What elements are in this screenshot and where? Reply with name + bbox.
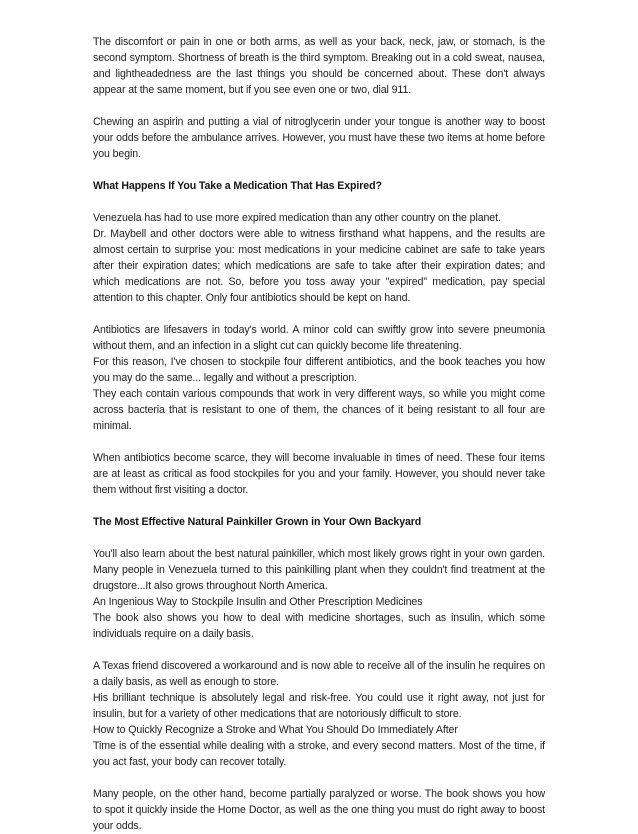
paragraph-gap	[93, 194, 545, 210]
paragraph-paralyzed: Many people, on the other hand, become partially paralyzed or worse. The book shows you how to spot it quickly inside the Home Doctor, as well as the one thing you must do right away to boost your odds.	[93, 788, 545, 832]
paragraph-gap	[93, 530, 545, 546]
subheading-stroke: How to Quickly Recognize a Stroke and What You Should Do Immediately After	[93, 724, 458, 736]
paragraph-gap	[93, 642, 545, 658]
paragraph-compounds: They each contain various compounds that work in very different ways, so while you might come across bacteria that is resistant to one of them, the chances of it being resistant to all four are minimal.	[93, 388, 545, 432]
paragraph-antibiotics-lifesavers: Antibiotics are lifesavers in today's world. A minor cold can swiftly grow into severe pneumonia without them, and an infection in a slight cut can quickly become life threatening.	[93, 324, 545, 352]
paragraph-maybell: Dr. Maybell and other doctors were able to witness firsthand what happens, and the results are almost certain to surprise you: most medications in your medicine cabinet are safe to take years after their expiration dates; which medications are safe to take after their expiration dates; and which medications are not. So, before you toss away your "expired" medication, pay special attention to this chapter. Only four antibiotics should be kept on hand.	[93, 228, 545, 304]
heading-natural-painkiller: The Most Effective Natural Painkiller Grown in Your Own Backyard	[93, 516, 422, 528]
paragraph-brilliant-technique: His brilliant technique is absolutely legal and risk-free. You could use it right away, not just for insulin, but for a variety of other medications that are notoriously difficult to store.	[93, 692, 545, 720]
paragraph-aspirin: Chewing an aspirin and putting a vial of nitroglycerin under your tongue is another way to boost your odds before the ambulance arrives. However, you must have these two items at home before you begin.	[93, 116, 545, 160]
paragraph-symptoms: The discomfort or pain in one or both arms, as well as your back, neck, jaw, or stomach, is the second symptom. Shortness of breath is the third symptom. Breaking out in a cold sweat, nausea, and lightheadedness are the last things you should be concerned about. These don't always appear at the same moment, but if you see even one or two, dial 911.	[93, 36, 545, 96]
document-page	[93, 34, 545, 834]
paragraph-texas-friend: A Texas friend discovered a workaround and is now able to receive all of the insulin he requires on a daily basis, as well as enough to store.	[93, 660, 545, 688]
subheading-insulin: An Ingenious Way to Stockpile Insulin and Other Prescription Medicines	[93, 596, 423, 608]
paragraph-gap	[93, 498, 545, 514]
heading-expired-medication: What Happens If You Take a Medication That Has Expired?	[93, 180, 382, 192]
paragraph-gap	[93, 98, 545, 114]
paragraph-gap	[93, 162, 545, 178]
paragraph-gap	[93, 306, 545, 322]
paragraph-painkiller: You'll also learn about the best natural painkiller, which most likely grows right in your own garden. Many people in Venezuela turned to this painkilling plant when they couldn't find treatment at the drugstore...It also grows throughout North America.	[93, 548, 545, 592]
paragraph-antibiotics-scarce: When antibiotics become scarce, they will become invaluable in times of need. These four items are at least as critical as food stockpiles for you and your family. However, you should never take them without first visiting a doctor.	[93, 452, 545, 496]
paragraph-medicine-shortages: The book also shows you how to deal with medicine shortages, such as insulin, which some individuals require on a daily basis.	[93, 612, 545, 640]
paragraph-time-essential: Time is of the essential while dealing with a stroke, and every second matters. Most of the time, if you act fast, your body can recover totally.	[93, 740, 545, 768]
paragraph-venezuela-line: Venezuela has had to use more expired medication than any other country on the planet.	[93, 212, 501, 224]
paragraph-gap	[93, 434, 545, 450]
paragraph-gap	[93, 770, 545, 786]
paragraph-stockpile-antibiotics: For this reason, I've chosen to stockpile four different antibiotics, and the book teaches you how you may do the same... legally and without a prescription.	[93, 356, 545, 384]
